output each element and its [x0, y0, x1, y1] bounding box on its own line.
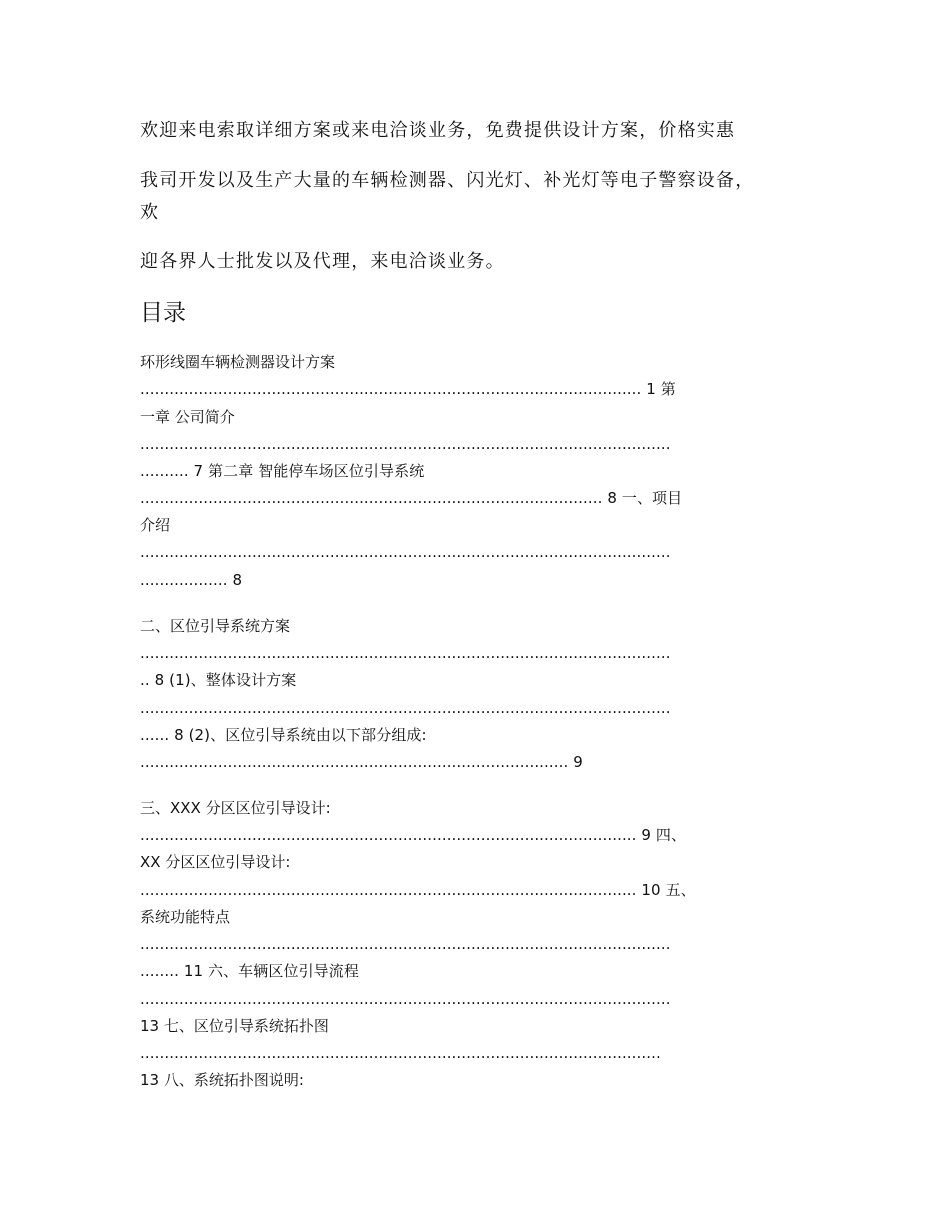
intro-line-4: 迎各界人士批发以及代理，来电洽谈业务。 [140, 251, 505, 272]
toc-entry: ............................................................................................... 8 一、项目 [140, 489, 683, 507]
toc-entry: 二、区位引导系统方案 [140, 617, 291, 635]
toc-entry: .. 8 (1)、整体设计方案 [140, 671, 297, 689]
toc-entry: 13 七、区位引导系统拓扑图 [140, 1017, 329, 1035]
toc-entry: XX 分区区位引导设计: [140, 853, 291, 871]
toc-entry: ...... 8 (2)、区位引导系统由以下部分组成: [140, 726, 427, 744]
toc-leader: ............................................................................................................. [140, 435, 671, 453]
toc-entry: 介绍 [140, 516, 171, 534]
intro-line-1: 欢迎来电索取详细方案或来电洽谈业务，免费提供设计方案，价格实惠 [140, 120, 736, 141]
toc-entry: ...................................................................................................... 10 五、 [140, 881, 696, 899]
toc-entry: 三、XXX 分区区位引导设计: [140, 799, 331, 817]
toc-entry: 环形线圈车辆检测器设计方案 [140, 353, 336, 371]
toc-leader: ........................................................................................................... [140, 1044, 661, 1062]
toc-leader: ............................................................................................................. [140, 699, 671, 717]
toc-entry: 13 八、系统拓扑图说明: [140, 1071, 304, 1089]
toc-entry: ........ 11 六、车辆区位引导流程 [140, 962, 359, 980]
toc-entry: 一章 公司简介 [140, 408, 235, 426]
intro-line-3: 欢 [140, 202, 160, 223]
toc-leader: ............................................................................................................. [140, 644, 671, 662]
toc-leader: ............................................................................................................. [140, 543, 671, 561]
toc-entry: ........................................................................................ 9 [140, 753, 583, 771]
toc-heading: 目录 [140, 300, 186, 326]
toc-leader: ............................................................................................................. [140, 990, 671, 1008]
toc-entry: ....................................................................................................... 1 第 [140, 380, 676, 398]
toc-entry: 系统功能特点 [140, 908, 231, 926]
intro-line-2: 我司开发以及生产大量的车辆检测器、闪光灯、补光灯等电子警察设备， [140, 170, 755, 191]
toc-leader: ............................................................................................................. [140, 935, 671, 953]
toc-entry: .................. 8 [140, 571, 243, 589]
toc-entry: .......... 7 第二章 智能停车场区位引导系统 [140, 462, 425, 480]
toc-entry: ...................................................................................................... 9 四、 [140, 826, 687, 844]
